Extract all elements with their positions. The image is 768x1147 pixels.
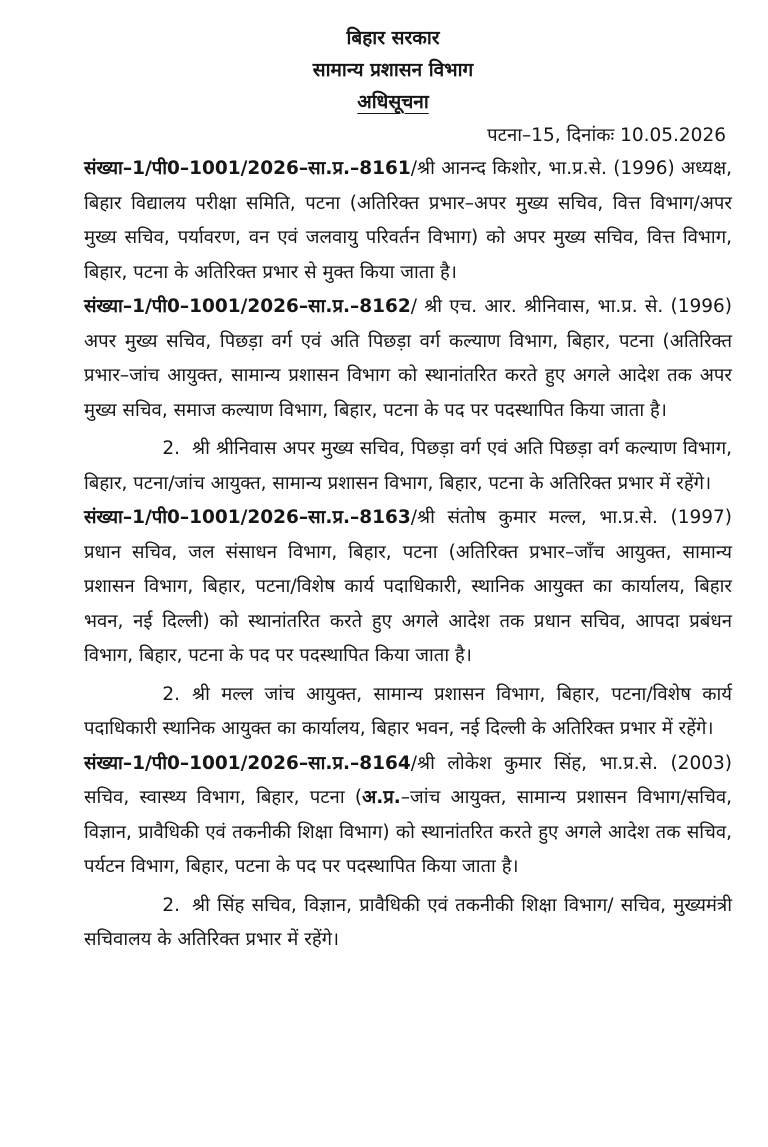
date-line: पटना–15, दिनांकः 10.05.2026 (487, 125, 726, 146)
order-2 (84, 290, 732, 428)
order-4-reference: संख्या–1/पी0–1001/2026–सा.प्र.–8164 (84, 752, 411, 774)
order-3-clause-number: 2. (162, 683, 180, 705)
order-2-clause-number: 2. (162, 438, 180, 459)
order-1-text: /श्री आनन्द किशोर, भा.प्र.से. (1996) अध्यक्ष, बिहार विद्यालय परीक्षा समिति, पटना (अतिरिक्त प्रभार–अपर मुख्य सचिव, वित्त विभाग/अपर मुख्य सचिव, पर्यावरण, वन एवं जलवायु परिवर्तन विभाग) को अपर मुख्य सचिव, वित्त विभाग, बिहार, पटना के अतिरिक्त प्रभार से मुक्त किया जाता है। (84, 158, 732, 283)
government-title: बिहार सरकार (346, 27, 440, 49)
order-3-reference: संख्या–1/पी0–1001/2026–सा.प्र.–8163 (84, 507, 411, 528)
header (54, 22, 732, 118)
order-1-reference: संख्या–1/पी0–1001/2026–सा.प्र.–8161 (84, 158, 411, 179)
order-3-clause-text: श्री मल्ल जांच आयुक्त, सामान्य प्रशासन विभाग, बिहार, पटना/विशेष कार्य पदाधिकारी स्थानिक आयुक्त का कार्यालय, बिहार भवन, नई दिल्ली के अतिरिक्त प्रभार में रहेंगे। (84, 683, 732, 739)
order-4 (84, 747, 732, 885)
order-4-text-bold: अ.प्र. (362, 787, 401, 808)
order-2-clause (84, 432, 732, 501)
order-2-clause-text: श्री श्रीनिवास अपर मुख्य सचिव, पिछड़ा वर्ग एवं अति पिछड़ा वर्ग कल्याण विभाग, बिहार, पटना/जांच आयुक्त, सामान्य प्रशासन विभाग, बिहार, पटना के अतिरिक्त प्रभार में रहेंगे। (84, 438, 732, 494)
order-3 (84, 501, 732, 674)
order-4-text-b: –जांच आयुक्त, सामान्य प्रशासन विभाग/सचिव, विज्ञान, प्रावैधिकी एवं तकनीकी शिक्षा विभाग) को स्थानांतरित करते हुए अगले आदेश तक सचिव, पर्यटन विभाग, बिहार, पटना के पद पर पदस्थापित किया जाता है। (84, 787, 732, 877)
order-4-clause-text: श्री सिंह सचिव, विज्ञान, प्रावैधिकी एवं तकनीकी शिक्षा विभाग/ सचिव, मुख्यमंत्री सचिवालय के अतिरिक्त प्रभार में रहेंगे। (84, 894, 732, 950)
order-4-clause-number: 2. (162, 894, 180, 916)
department-title: सामान्य प्रशासन विभाग (312, 59, 474, 81)
order-2-reference: संख्या–1/पी0–1001/2026–सा.प्र.–8162 (84, 296, 411, 317)
order-3-clause (84, 678, 732, 747)
order-3-text: /श्री संतोष कुमार मल्ल, भा.प्र.से. (1997) प्रधान सचिव, जल संसाधन विभाग, बिहार, पटना (अतिरिक्त प्रभार–जाँच आयुक्त, सामान्य प्रशासन विभाग, बिहार, पटना/विशेष कार्य पदाधिकारी, स्थानिक आयुक्त का कार्यालय, बिहार भवन, नई दिल्ली) को स्थानांतरित करते हुए अगले आदेश तक प्रधान सचिव, आपदा प्रबंधन विभाग, बिहार, पटना के पद पर पदस्थापित किया जाता है। (84, 507, 732, 666)
order-4-clause (84, 889, 732, 958)
order-2-text: / श्री एच. आर. श्रीनिवास, भा.प्र. से. (1996) अपर मुख्य सचिव, पिछड़ा वर्ग एवं अति पिछड़ा वर्ग कल्याण विभाग, बिहार, पटना (अतिरिक्त प्रभार–जांच आयुक्त, सामान्य प्रशासन विभाग को स्थानांतरित करते हुए अगले आदेश तक अपर मुख्य सचिव, समाज कल्याण विभाग, बिहार, पटना के पद पर पदस्थापित किया जाता है। (84, 296, 732, 421)
order-4-text-a: /श्री लोकेश कुमार सिंह, भा.प्र.से. (2003) सचिव, स्वास्थ्य विभाग, बिहार, पटना ( (84, 752, 732, 808)
order-1 (84, 152, 732, 290)
document-type: अधिसूचना (357, 91, 429, 113)
